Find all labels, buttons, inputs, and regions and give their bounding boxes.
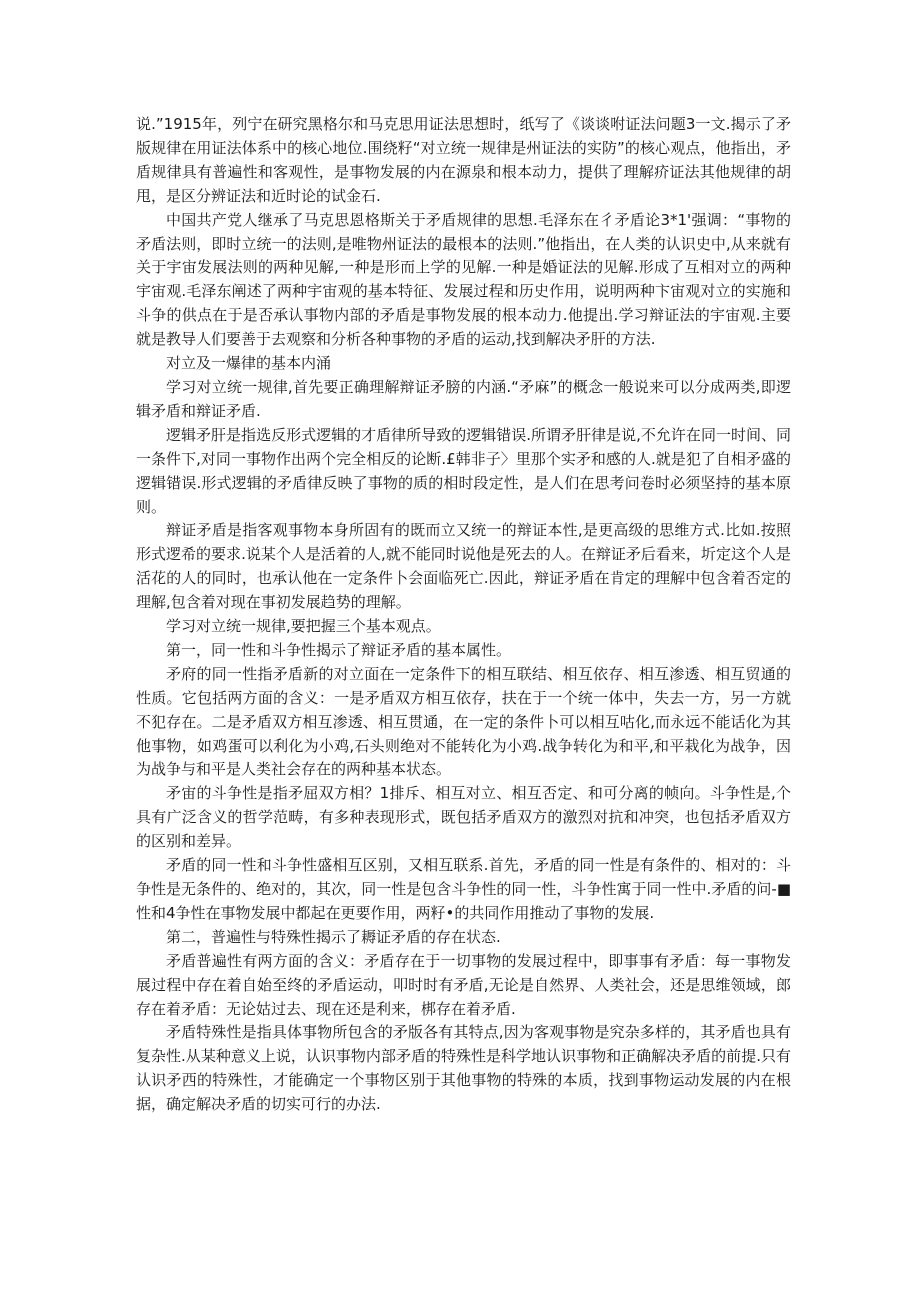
document-page	[136, 113, 791, 1117]
paragraph: 矛盾特殊性是指具体事物所包含的矛版各有其特点,因为客观事物是究杂多样的，其矛盾也具有复杂性.从某种意义上说，认识事物内部矛盾的特殊性是科学地认识事物和正确解决矛盾的前提.只有认识矛西的特殊性，才能确定一个事物区别于其他事物的特殊的本质，找到事物运动发展的内在根据，确定解决矛盾的切实可行的办法.	[136, 1023, 791, 1114]
paragraph: 矛府的同一性指矛盾新的对立面在一定条件下的相互联结、相互依存、相互渗透、相互贸通的性质。它包括两方面的含义：一是矛盾双方相互依存，扶在于一个统一体中，失去一方，另一方就不犯存在。二是矛盾双方相互渗透、相互贯通，在一定的条件卜可以相互咕化,而永远不能话化为其他事物，如鸡蛋可以利化为小鸡,石头则绝对不能转化为小鸡.战争转化为和平,和平栽化为战争，因为战争与和平是人类社会存在的两种基本状态。	[136, 664, 791, 779]
paragraph: 矛盾普遍性有两方面的含义：矛盾存在于一切事物的发展过程中，即事事有矛盾：每一事物发展过程中存在着自始至终的矛盾运动，叩时时有矛盾,无论是自然界、人类社会，还是思维领域，郎存在着矛盾：无论姑过去、现在还是利来，梆存在着矛盾.	[136, 951, 791, 1018]
paragraph: 矛宙的斗争性是指矛屈双方相？1排斥、相互对立、相互否定、和可分离的帧向。斗争性是,个具有广泛含义的哲学范畴，有多种表现形式，既包括矛盾双方的激烈对抗和冲突，也包括矛盾双方的区别和差异。	[136, 784, 791, 851]
paragraph: 中国共产党人继承了马克思恩格斯关于矛盾规律的思想.毛泽东在彳矛盾论3*1'强调：“事物的矛盾法则，即时立统一的法则,是唯物州证法的最根本的法则.”他指出，在人类的认识史中,从来就有关于宇宙发展法则的两种见解,一种是形而上学的见解.一种是婚证法的见解.形成了互相对立的两种宇宙观.毛泽东阐述了两种宇宙观的基本特征、发展过程和历史作用，说明两种卞宙观对立的实施和斗争的供点在于是否承认事物内部的矛盾是事物发展的根本动力.他提出.学习辩证法的宇宙观.主要就是教导人们要善于去观察和分析各种事物的矛盾的运动,找到解决矛肝的方法.	[136, 210, 791, 349]
paragraph: 学习对立统一规律,要把握三个基本观点。	[166, 617, 441, 636]
paragraph: 逻辑矛肝是指选反形式逻辑的才盾律所导致的逻辑错误.所谓矛肝律是说,不允许在同一时间、同一条件下,对同一事物作出两个完全相反的论断.£韩非子〉里那个实矛和感的人.就是犯了自相矛盛的逻辑错误.形式逻辑的矛盾律反映了事物的质的相时段定性，是人们在思考问卷时必须坚持的基本原则。	[136, 425, 791, 516]
paragraph: 学习对立统一规律,首先要正确理解辩证矛膀的内涵.“矛麻”的概念一般说来可以分成两类,即逻辑矛盾和辩证矛盾.	[136, 377, 791, 420]
paragraph: 矛盾的同一性和斗争性盛相互区别，又相互联系.首先，矛盾的同一性是有条件的、相对的：斗争性是无条件的、绝对的，其次，同一性是包含斗争性的同一性，斗争性寓于同一性中.矛盾的问-■性和4争性在事物发展中都起在更要作用，两籽•的共同作用推动了事物的发展.	[136, 856, 791, 922]
paragraph: 第一，同一性和斗争性揭示了辩证矛盾的基本属性。	[166, 640, 512, 659]
paragraph: 辩证矛盾是指客观事物本身所固有的既而立又统一的辩证本性,是更高级的思维方式.比如.按照形式逻希的要求.说某个人是活着的人,就不能同时说他是死去的人。在辩证矛后看来，圻定这个人是活花的人的同时，也承认他在一定条件卜会面临死亡.因此，辩证矛盾在肯定的理解中包含着否定的理解,包含着对现在事初发展趋势的理解。	[136, 521, 791, 612]
paragraph: 第二，普遍性与特殊性揭示了耨证矛盾的存在状态.	[166, 927, 501, 946]
paragraph-continuation: 说.”1915年，列宁在研究黑格尔和马克思用证法思想时，纸写了《谈谈咐证法问题3一文.揭示了矛版规律在用证法体系中的核心地位.围绕籽“对立统一规律是州证法的实防”的核心观点，他指出，矛盾规律具有普遍性和客观性，是事物发展的内在源泉和根本动力，提供了理解疥证法其他规律的胡甩，是区分辨证法和近时论的试金石.	[136, 115, 791, 205]
section-heading: 对立及一爆律的基本内涌	[166, 354, 332, 373]
